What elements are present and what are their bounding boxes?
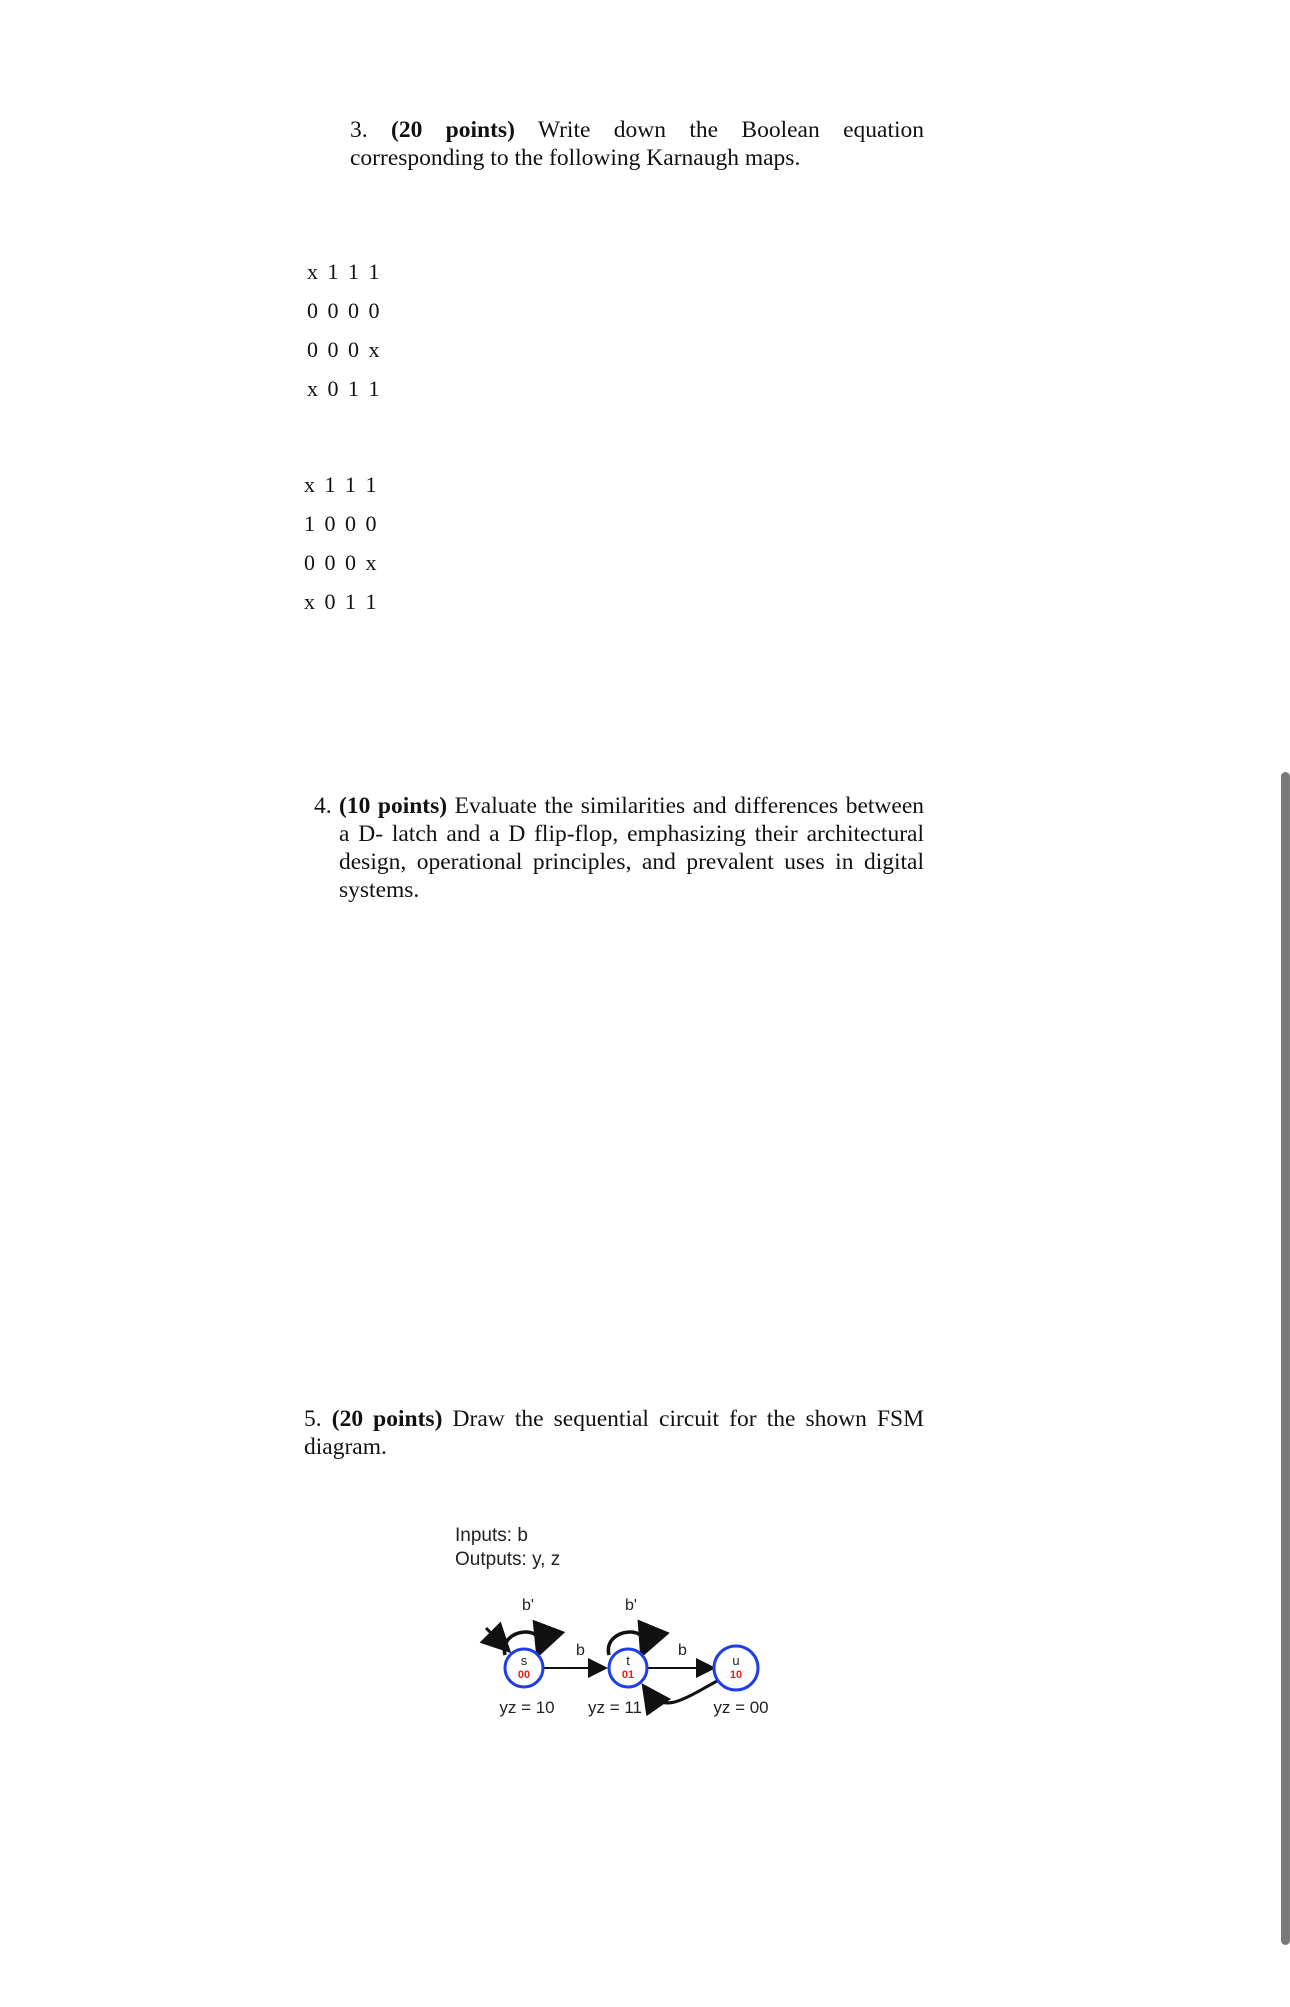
- edge-label-s-t: b: [576, 1642, 585, 1659]
- kmap-2-row: x 1 1 1: [304, 472, 379, 497]
- state-t-output: yz = 11: [587, 1698, 643, 1717]
- state-u-name: u: [732, 1653, 740, 1668]
- fsm-inputs-label: Inputs: b: [455, 1525, 528, 1546]
- question-3: [350, 116, 924, 172]
- state-t-code: 01: [621, 1669, 635, 1681]
- edge-label-t-u: b: [678, 1642, 687, 1659]
- state-t: [609, 1649, 647, 1687]
- state-s-output: yz = 10: [499, 1698, 555, 1717]
- karnaugh-map-2: [304, 465, 379, 621]
- kmap-2-row: 0 0 0 x: [304, 550, 379, 575]
- question-5: [304, 1405, 924, 1461]
- state-u: [714, 1646, 758, 1690]
- question-4-points: (10 points): [339, 793, 448, 819]
- question-4-text: Evaluate the similarities and differences between a D- latch and a D flip-flop, emphasizing their architectural design, operational principles, and prevalent uses in digital systems.: [339, 793, 924, 903]
- state-u-code: 10: [729, 1669, 743, 1681]
- question-3-number: 3.: [350, 117, 368, 143]
- question-4: [314, 792, 924, 904]
- question-3-points: (20 points): [391, 117, 515, 143]
- question-5-text: Draw the sequential circuit for the shown FSM diagram.: [304, 1406, 925, 1460]
- vertical-scrollbar[interactable]: [1281, 772, 1290, 1945]
- question-4-number: 4.: [314, 793, 332, 819]
- kmap-1-row: 0 0 0 0: [307, 298, 382, 323]
- self-loop-label-s: b': [522, 1597, 534, 1614]
- kmap-1-row: x 0 1 1: [307, 376, 382, 401]
- state-u-output: yz = 00: [713, 1698, 769, 1717]
- fsm-diagram: [440, 1515, 800, 1730]
- kmap-2-row: x 0 1 1: [304, 589, 379, 614]
- edge-u-t: [645, 1681, 717, 1703]
- fsm-outputs-label: Outputs: y, z: [455, 1549, 561, 1570]
- karnaugh-map-1: [307, 252, 382, 408]
- state-s-name: s: [520, 1653, 528, 1668]
- question-5-points: (20 points): [331, 1406, 443, 1432]
- kmap-2-row: 1 0 0 0: [304, 511, 379, 536]
- kmap-1-row: 0 0 0 x: [307, 337, 382, 362]
- question-3-text: Write down the Boolean equation corresponding to the following Karnaugh maps.: [350, 117, 925, 171]
- state-t-name: t: [626, 1653, 630, 1668]
- kmap-1-row: x 1 1 1: [307, 259, 382, 284]
- state-s: [505, 1649, 543, 1687]
- question-5-number: 5.: [304, 1406, 322, 1432]
- state-s-code: 00: [517, 1669, 531, 1681]
- self-loop-label-t: b': [625, 1597, 637, 1614]
